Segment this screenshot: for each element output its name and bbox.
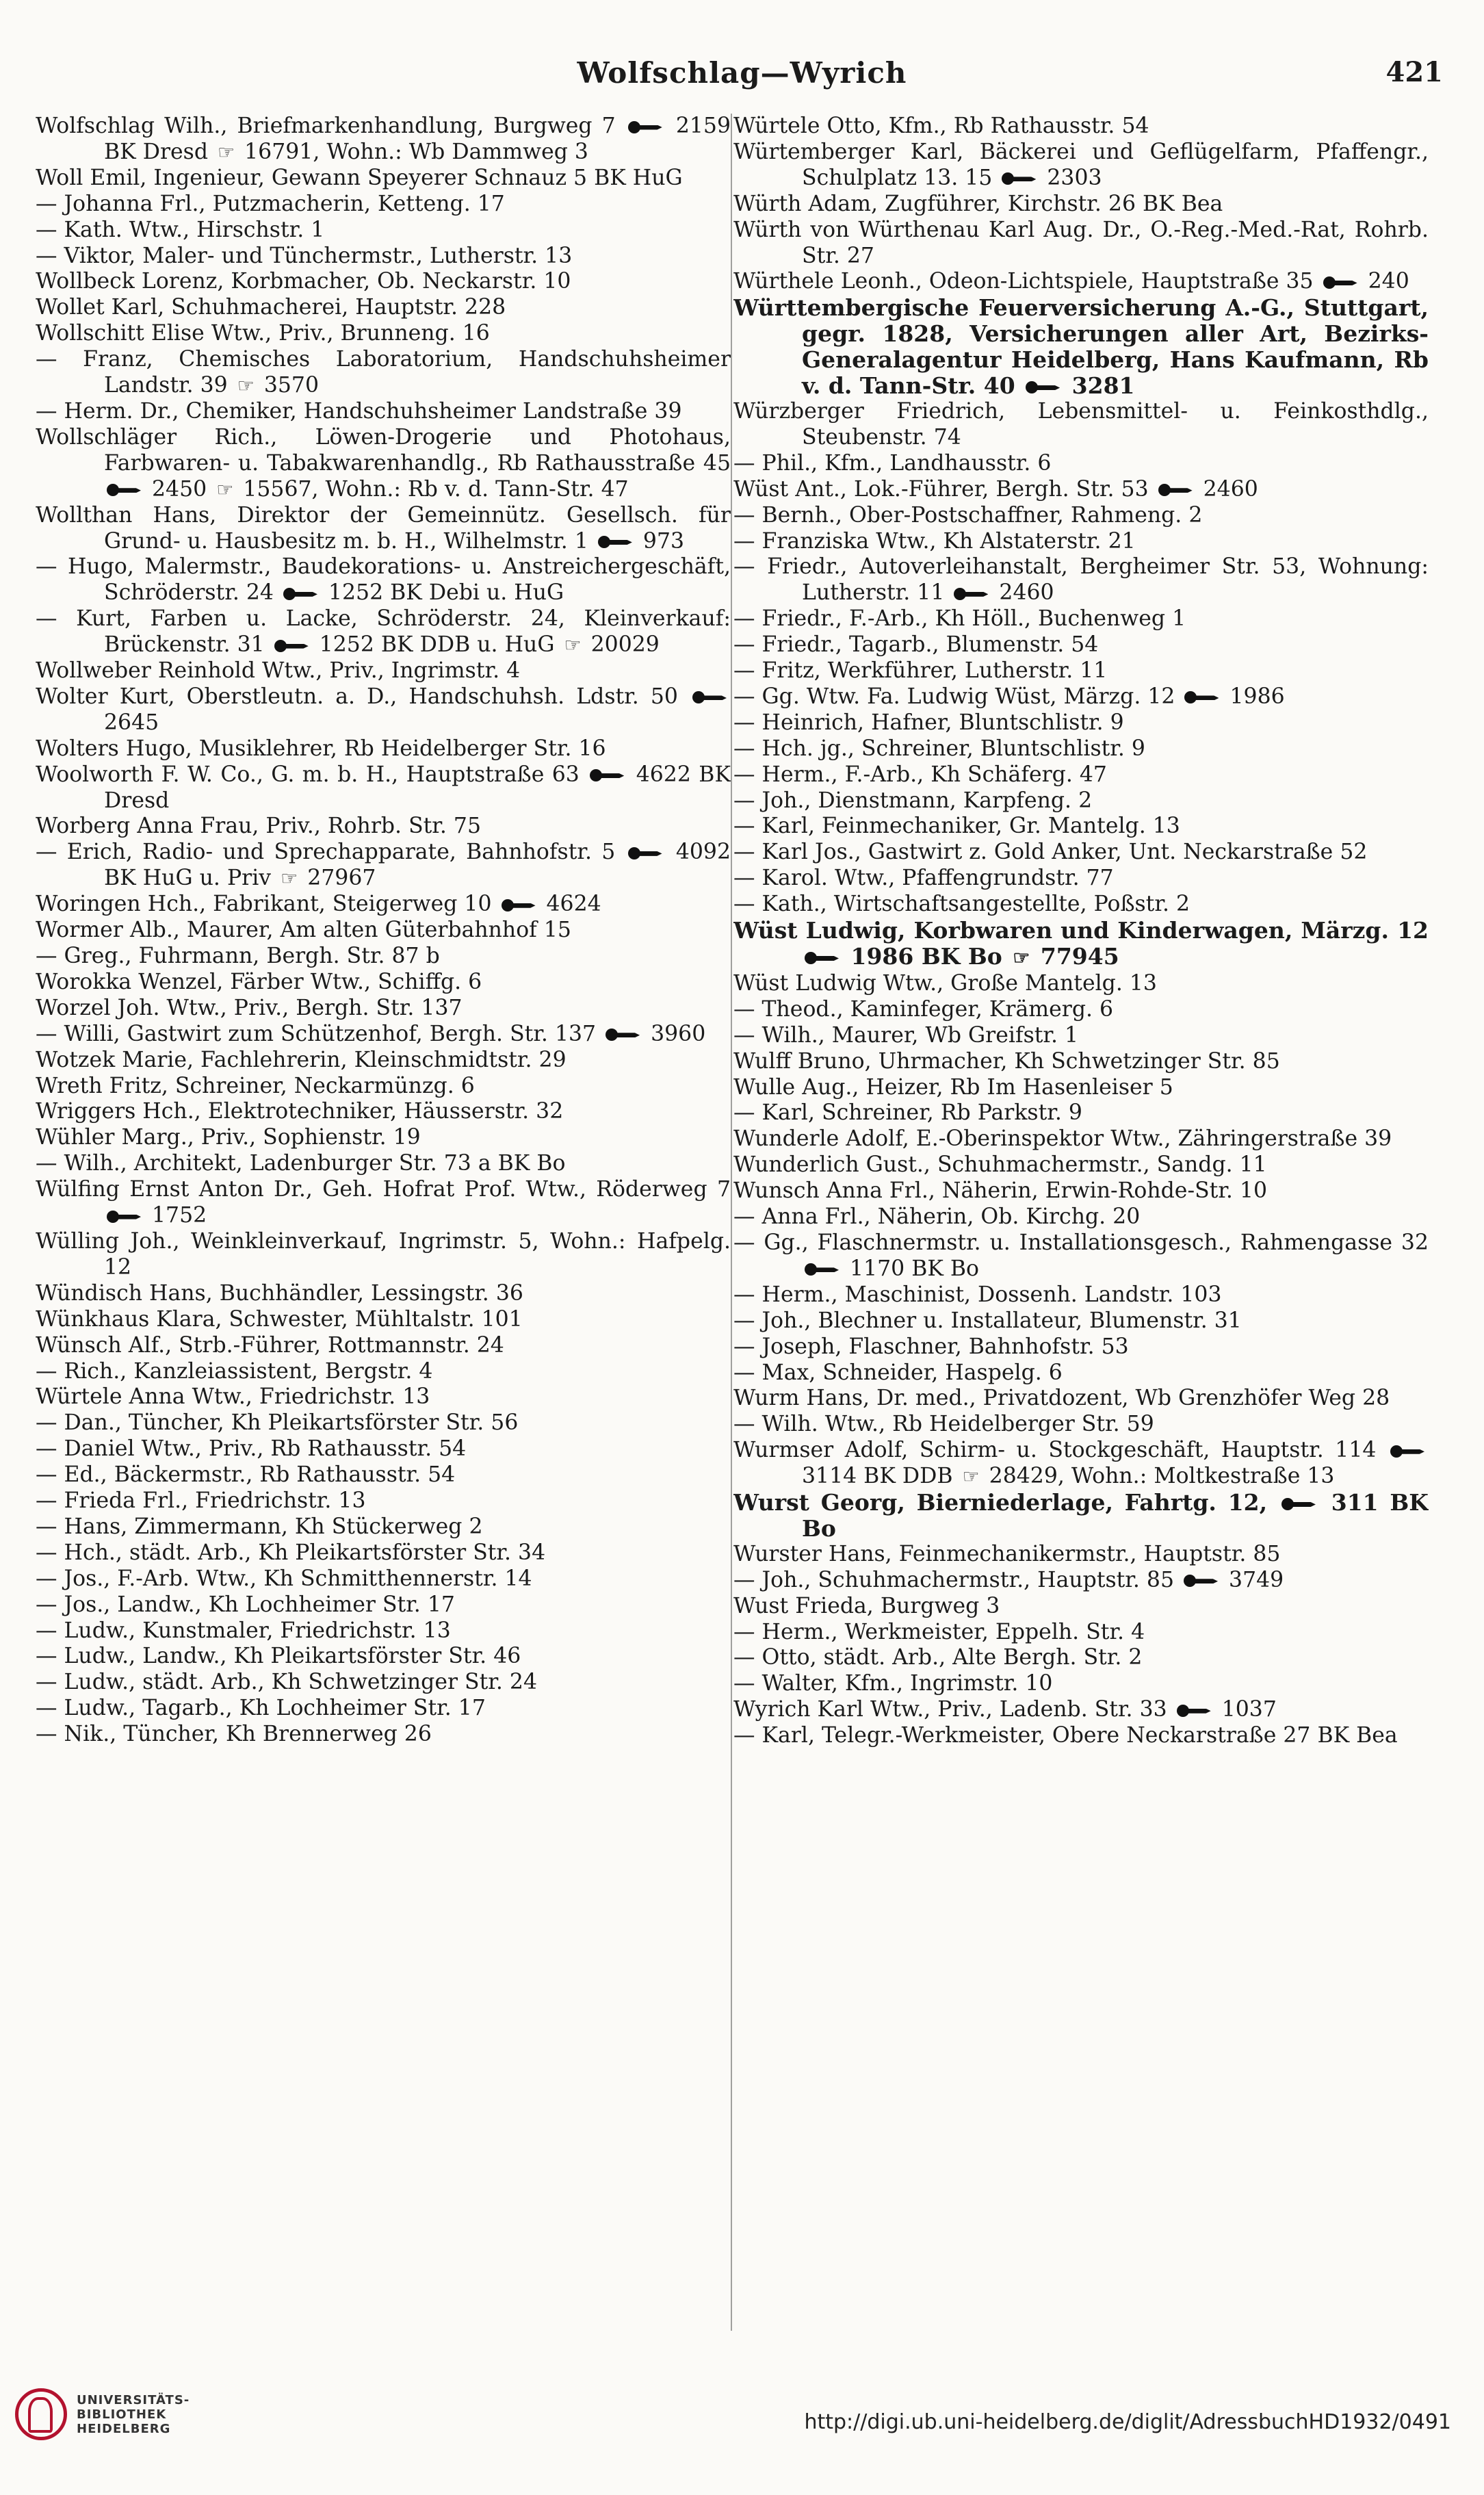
directory-entry: — Karl, Schreiner, Rb Parkstr. 9 [733, 1100, 1082, 1126]
directory-entry: Wurst Georg, Bierniederlage, Fahrtg. 12, 311 BK Bo [733, 1489, 1429, 1542]
telephone-icon [274, 638, 309, 654]
directory-entry: Wyrich Karl Wtw., Priv., Ladenb. Str. 33 1037 [733, 1697, 1277, 1722]
directory-entry: Wollweber Reinhold Wtw., Priv., Ingrimstr. 4 [36, 658, 521, 684]
directory-entry: Worzel Joh. Wtw., Priv., Bergh. Str. 137 [36, 995, 463, 1020]
directory-entry: — Joh., Blechner u. Installateur, Blumenstr. 31 [733, 1308, 1242, 1333]
directory-entry: Wunderlich Gust., Schuhmachermstr., Sandg. 11 [733, 1152, 1267, 1178]
directory-entry: — Daniel Wtw., Priv., Rb Rathausstr. 54 [36, 1436, 467, 1462]
directory-entry: Wust Frieda, Burgweg 3 [733, 1593, 1000, 1618]
directory-entry: — Wilh. Wtw., Rb Heidelberger Str. 59 [733, 1412, 1154, 1437]
directory-entry: — Theod., Kaminfeger, Krämerg. 6 [733, 996, 1114, 1022]
directory-entry: — Herm., Werkmeister, Eppelh. Str. 4 [733, 1619, 1145, 1644]
directory-entry: Wurmser Adolf, Schirm- u. Stockgeschäft, Hauptstr. 114 3114 BK DDB ☞ 28429, Wohn.: Moltkestraße 13 [733, 1438, 1429, 1490]
directory-entry: Würtele Anna Wtw., Friedrichstr. 13 [36, 1384, 430, 1410]
postal-account-icon: ☞ [962, 1465, 980, 1488]
directory-entry: — Herm., F.-Arb., Kh Schäferg. 47 [733, 762, 1107, 787]
directory-entry: — Walter, Kfm., Ingrimstr. 10 [733, 1671, 1053, 1696]
directory-entry: Wülfing Ernst Anton Dr., Geh. Hofrat Prof. Wtw., Röderweg 7 1752 [36, 1177, 731, 1228]
directory-entry: — Ludw., Landw., Kh Pleikartsförster Str. 46 [36, 1644, 521, 1669]
directory-entry: — Joseph, Flaschner, Bahnhofstr. 53 [733, 1334, 1129, 1359]
telephone-icon [692, 690, 727, 705]
directory-entry: — Karl, Feinmechaniker, Gr. Mantelg. 13 [733, 814, 1180, 839]
directory-entry: Wündisch Hans, Buchhändler, Lessingstr. 36 [36, 1280, 523, 1306]
telephone-icon [1281, 1497, 1316, 1512]
directory-entry: — Gg. Wtw. Fa. Ludwig Wüst, Märzg. 12 1986 [733, 684, 1285, 709]
telephone-icon [628, 846, 662, 861]
directory-entry: — Kath., Wirtschaftsangestellte, Poßstr. 2 [733, 892, 1190, 917]
directory-entry: Wurm Hans, Dr. med., Privatdozent, Wb Grenzhöfer Weg 28 [733, 1386, 1390, 1411]
telephone-icon [1158, 482, 1193, 497]
telephone-icon [1002, 171, 1036, 186]
directory-entry: — Herm. Dr., Chemiker, Handschuhsheimer Landstraße 39 [36, 398, 682, 424]
postal-account-icon: ☞ [216, 478, 234, 501]
telephone-icon [502, 898, 536, 913]
page-footer [0, 2354, 1484, 2495]
directory-entry: — Karol. Wtw., Pfaffengrundstr. 77 [733, 866, 1114, 891]
postal-account-icon: ☞ [564, 634, 582, 657]
postal-account-icon: ☞ [218, 140, 235, 164]
directory-entry: — Ludw., Tagarb., Kh Lochheimer Str. 17 [36, 1696, 486, 1721]
telephone-icon [590, 768, 624, 783]
library-name-line3: HEIDELBERG [77, 2421, 171, 2436]
directory-entry: — Ludw., städt. Arb., Kh Schwetzinger Str. 24 [36, 1670, 537, 1695]
directory-entry: — Viktor, Maler- und Tünchermstr., Lutherstr. 13 [36, 243, 573, 268]
directory-entry: — Frieda Frl., Friedrichstr. 13 [36, 1488, 366, 1514]
telephone-icon [805, 951, 839, 966]
directory-entry: — Kurt, Farben u. Lacke, Schröderstr. 24, Kleinverkauf: Brückenstr. 31 1252 BK DDB u. HuG ☞ 20029 [36, 606, 731, 658]
directory-entry: Wulle Aug., Heizer, Rb Im Hasenleiser 5 [733, 1074, 1173, 1100]
directory-entry: — Hugo, Malermstr., Baudekorations- u. Anstreichergeschäft, Schröderstr. 24 1252 BK Debi u. HuG [36, 554, 731, 606]
directory-entry: — Karl, Telegr.-Werkmeister, Obere Neckarstraße 27 BK Bea [733, 1723, 1398, 1748]
directory-entry: — Hch., städt. Arb., Kh Pleikartsförster Str. 34 [36, 1540, 546, 1565]
telephone-icon [628, 120, 662, 135]
directory-entry: — Greg., Fuhrmann, Bergh. Str. 87 b [36, 944, 440, 968]
library-name-line1: UNIVERSITÄTS- [77, 2392, 190, 2407]
directory-entry: Wulff Bruno, Uhrmacher, Kh Schwetzinger Str. 85 [733, 1048, 1280, 1074]
directory-entry: Württembergische Feuerversicherung A.-G., Stuttgart, gegr. 1828, Versicherungen aller Art, Bezirks-Generalagentur Heidelberg, Hans Kaufmann, Rb v. d. Tann-Str. 40 3281 [733, 294, 1429, 400]
directory-entry: Wollbeck Lorenz, Korbmacher, Ob. Neckarstr. 10 [36, 269, 571, 294]
telephone-icon [1323, 275, 1357, 290]
directory-entry: — Ludw., Kunstmaler, Friedrichstr. 13 [36, 1618, 451, 1643]
directory-entry: — Hch. jg., Schreiner, Bluntschlistr. 9 [733, 736, 1145, 761]
source-url[interactable]: http://digi.ub.uni-heidelberg.de/diglit/AdressbuchHD1932/0491 [804, 2410, 1451, 2434]
directory-entry: — Kath. Wtw., Hirschstr. 1 [36, 217, 325, 242]
directory-entry: — Jos., Landw., Kh Lochheimer Str. 17 [36, 1592, 455, 1617]
postal-account-icon: ☞ [237, 374, 255, 398]
directory-entry: Wolfschlag Wilh., Briefmarkenhandlung, Burgweg 7 2159 BK Dresd ☞ 16791, Wohn.: Wb Dammweg 3 [36, 114, 731, 164]
page-number: 421 [1385, 56, 1443, 88]
directory-entry: Wolters Hugo, Musiklehrer, Rb Heidelberger Str. 16 [36, 736, 606, 761]
directory-entry: Wunsch Anna Frl., Näherin, Erwin-Rohde-Str. 10 [733, 1178, 1268, 1204]
directory-entry: — Franziska Wtw., Kh Alstaterstr. 21 [733, 528, 1136, 554]
directory-entry: Wollthan Hans, Direktor der Gemeinnütz. Gesellsch. für Grund- u. Hausbesitz m. b. H., Wilhelmstr. 1 973 [36, 502, 731, 554]
directory-entry: Wünsch Alf., Strb.-Führer, Rottmannstr. 24 [36, 1332, 504, 1358]
directory-entry: — Friedr., Autoverleihanstalt, Bergheimer Str. 53, Wohnung: Lutherstr. 11 2460 [733, 554, 1429, 606]
right-column [733, 114, 1429, 1749]
directory-entry: — Joh., Schuhmachermstr., Hauptstr. 85 3749 [733, 1567, 1284, 1592]
directory-entry: — Max, Schneider, Haspelg. 6 [733, 1360, 1063, 1385]
left-column [36, 114, 731, 1748]
directory-entry: — Friedr., Tagarb., Blumenstr. 54 [733, 632, 1099, 658]
library-seal-icon [15, 2388, 67, 2440]
directory-entry: — Jos., F.-Arb. Wtw., Kh Schmitthennerstr. 14 [36, 1566, 532, 1591]
directory-entry: Worberg Anna Frau, Priv., Rohrb. Str. 75 [36, 814, 482, 839]
directory-entry: — Otto, städt. Arb., Alte Bergh. Str. 2 [733, 1645, 1143, 1670]
directory-entry: Woll Emil, Ingenieur, Gewann Speyerer Schnauz 5 BK HuG [36, 165, 683, 190]
telephone-icon [598, 534, 632, 550]
directory-entry: Wunderle Adolf, E.-Oberinspektor Wtw., Zähringerstraße 39 [733, 1126, 1392, 1152]
directory-entry: Wüst Ludwig, Korbwaren und Kinderwagen, Märzg. 12 1986 BK Bo ☞ 77945 [733, 917, 1429, 970]
directory-entry: — Heinrich, Hafner, Bluntschlistr. 9 [733, 710, 1124, 735]
directory-entry: Wülling Joh., Weinkleinverkauf, Ingrimstr. 5, Wohn.: Hafpelg. 12 [36, 1228, 731, 1280]
directory-entry: Wollschläger Rich., Löwen-Drogerie und Photohaus, Farbwaren- u. Tabakwarenhandlg., Rb Rathausstraße 45 2450 ☞ 15567, Wohn.: Rb v. d. Tann-Str. 47 [36, 424, 731, 502]
postal-account-icon: ☞ [281, 867, 298, 890]
directory-entry: Wollschitt Elise Wtw., Priv., Brunneng. 16 [36, 321, 490, 346]
directory-entry: — Bernh., Ober-Postschaffner, Rahmeng. 2 [733, 502, 1203, 528]
telephone-icon [954, 586, 988, 602]
directory-entry: — Ed., Bäckermstr., Rb Rathausstr. 54 [36, 1462, 456, 1488]
directory-entry: Würthele Leonh., Odeon-Lichtspiele, Hauptstraße 35 240 [733, 269, 1409, 294]
telephone-icon [805, 1262, 839, 1277]
directory-entry: — Rich., Kanzleiassistent, Bergstr. 4 [36, 1358, 433, 1384]
running-title: Wolfschlag—Wyrich [577, 56, 907, 90]
directory-entry: Wüst Ant., Lok.-Führer, Bergh. Str. 53 2460 [733, 476, 1258, 502]
directory-entry: — Herm., Maschinist, Dossenh. Landstr. 103 [733, 1282, 1222, 1307]
telephone-icon [107, 482, 141, 497]
directory-entry: — Fritz, Werkführer, Lutherstr. 11 [733, 658, 1108, 684]
directory-entry: Woringen Hch., Fabrikant, Steigerweg 10 4624 [36, 892, 601, 917]
directory-entry: — Friedr., F.-Arb., Kh Höll., Buchenweg 1 [733, 606, 1186, 632]
column-divider [731, 114, 732, 2331]
directory-entry: — Erich, Radio- und Sprechapparate, Bahnhofstr. 5 4092 BK HuG u. Priv ☞ 27967 [36, 840, 731, 891]
directory-entry: Würth von Würthenau Karl Aug. Dr., O.-Reg.-Med.-Rat, Rohrb. Str. 27 [733, 217, 1429, 268]
directory-entry: Würtele Otto, Kfm., Rb Rathausstr. 54 [733, 114, 1149, 138]
directory-entry: — Dan., Tüncher, Kh Pleikartsförster Str. 56 [36, 1410, 519, 1436]
directory-entry: Würtemberger Karl, Bäckerei und Geflügelfarm, Pfaffengr., Schulplatz 13. 15 2303 [733, 139, 1429, 190]
telephone-icon [1026, 380, 1060, 395]
telephone-icon [1177, 1703, 1211, 1718]
directory-entry: Wreth Fritz, Schreiner, Neckarmünzg. 6 [36, 1073, 475, 1098]
page-header [36, 56, 1448, 97]
directory-entry: Worokka Wenzel, Färber Wtw., Schiffg. 6 [36, 969, 482, 994]
directory-entry: Würth Adam, Zugführer, Kirchstr. 26 BK Bea [733, 191, 1223, 216]
telephone-icon [1184, 690, 1219, 705]
directory-entry: Wriggers Hch., Elektrotechniker, Häusserstr. 32 [36, 1099, 564, 1124]
directory-entry: — Johanna Frl., Putzmacherin, Ketteng. 17 [36, 191, 505, 216]
directory-entry: — Willi, Gastwirt zum Schützenhof, Bergh. Str. 137 3960 [36, 1021, 706, 1046]
directory-entry: — Hans, Zimmermann, Kh Stückerweg 2 [36, 1514, 483, 1539]
directory-entry: — Wilh., Architekt, Ladenburger Str. 73 a BK Bo [36, 1151, 566, 1176]
directory-entry: — Joh., Dienstmann, Karpfeng. 2 [733, 788, 1093, 813]
directory-entry: Wühler Marg., Priv., Sophienstr. 19 [36, 1125, 421, 1150]
directory-entry: — Karl Jos., Gastwirt z. Gold Anker, Unt. Neckarstraße 52 [733, 840, 1368, 865]
library-logo [15, 2388, 190, 2440]
telephone-icon [606, 1027, 640, 1042]
directory-entry: — Franz, Chemisches Laboratorium, Handschuhsheimer Landstr. 39 ☞ 3570 [36, 347, 731, 398]
directory-entry: Wolter Kurt, Oberstleutn. a. D., Handschuhsh. Ldstr. 50 2645 [36, 684, 731, 736]
telephone-icon [1390, 1444, 1424, 1459]
directory-entry: — Gg., Flaschnermstr. u. Installationsgesch., Rahmengasse 32 1170 BK Bo [733, 1230, 1429, 1281]
directory-entry: Wormer Alb., Maurer, Am alten Güterbahnhof 15 [36, 918, 571, 943]
directory-entry: Wollet Karl, Schuhmacherei, Hauptstr. 228 [36, 295, 506, 320]
directory-entry: — Nik., Tüncher, Kh Brennerweg 26 [36, 1722, 432, 1747]
telephone-icon [1184, 1573, 1218, 1588]
directory-entry: Wüst Ludwig Wtw., Große Mantelg. 13 [733, 970, 1157, 996]
directory-entry: — Phil., Kfm., Landhausstr. 6 [733, 450, 1052, 476]
library-name [77, 2393, 190, 2436]
directory-entry: Würzberger Friedrich, Lebensmittel- u. Feinkosthdlg., Steubenstr. 74 [733, 398, 1429, 450]
directory-entry: Wurster Hans, Feinmechanikermstr., Hauptstr. 85 [733, 1541, 1281, 1566]
directory-entry: Wotzek Marie, Fachlehrerin, Kleinschmidtstr. 29 [36, 1047, 567, 1072]
directory-entry: — Wilh., Maurer, Wb Greifstr. 1 [733, 1022, 1079, 1048]
telephone-icon [283, 586, 317, 602]
directory-entry: Wünkhaus Klara, Schwester, Mühltalstr. 101 [36, 1306, 523, 1332]
library-name-line2: BIBLIOTHEK [77, 2407, 167, 2422]
postal-account-icon: ☞ [1013, 946, 1030, 969]
directory-entry: Woolworth F. W. Co., G. m. b. H., Hauptstraße 63 4622 BK Dresd [36, 762, 731, 813]
telephone-icon [107, 1209, 141, 1224]
directory-entry: — Anna Frl., Näherin, Ob. Kirchg. 20 [733, 1204, 1141, 1230]
